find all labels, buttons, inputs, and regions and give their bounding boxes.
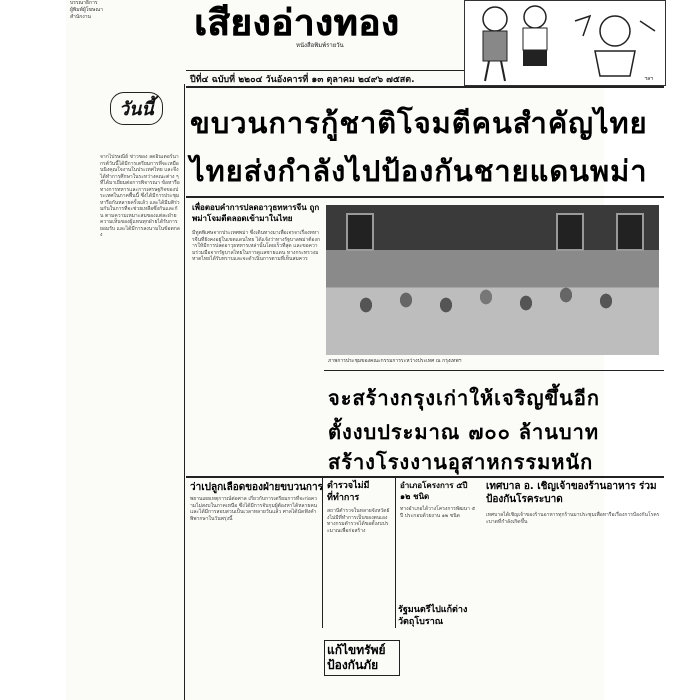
news-photo — [326, 205, 659, 355]
headline-second: ไทยส่งกำลังไปป้องกันชายแดนพม่า — [190, 154, 648, 188]
left-column-title: วันนี้ — [110, 92, 163, 125]
item-title: อำเภอโครงการ ๕ปี ๑๒ ชนิด — [400, 481, 468, 501]
masthead-tagline: หนังสือพิมพ์รายวัน — [296, 42, 344, 49]
masthead-title: เสียงอ่างทอง — [194, 3, 400, 44]
masthead — [186, 0, 461, 58]
cartoon-caption: ฯลฯ — [644, 76, 653, 82]
cartoon-illustration — [465, 1, 665, 85]
publisher-line: ผู้พิมพ์ผู้โฆษณา — [70, 7, 103, 13]
article-box — [190, 202, 322, 460]
item-title: รัฐมนตรีไปแก้ต่างวัตถุโบราณ — [398, 605, 468, 627]
item-title: แก้ไขทรัพย์ ป้องกันภัย — [324, 640, 400, 676]
item-body: ทางอำเภอได้วางโครงการพัฒนา ๕ ปี ประกอบด้วยงาน ๑๒ ชนิด — [400, 506, 476, 519]
newspaper-page — [66, 0, 660, 700]
photo-caption: ภาพการประชุมของคณะกรรมการระหว่างประเทศ ณ กรุงเทพฯ — [328, 358, 462, 364]
headline-city: จะสร้างกรุงเก่าให้เจริญขึ้นอีก — [328, 386, 600, 410]
item-body: พยานเผยเหตุการณ์ต่อศาล เกี่ยวกับการเตรียมการที่จะก่อความไม่สงบในภาคเหนือ ซึ่งได้มีการจับกุมผู้ต้องหาได้หลายคน และได้มีการสอบสวนเป็นเวลาหลายวันแล้ว ศาลได้นัดฟังคำพิพากษาในวันพรุ่งนี้ — [190, 496, 318, 522]
item-title: เทศบาล อ. เชิญเจ้าของร้านอาหาร ร่วมป้องกันโรคระบาด — [486, 481, 657, 505]
headline-industry: สร้างโรงงานอุสาหกรรมหนัก — [328, 450, 594, 474]
political-cartoon — [464, 0, 666, 86]
item-body: เทศบาลได้เชิญเจ้าของร้านอาหารทุกร้านมาประชุมเพื่อหารือเรื่องการป้องกันโรคระบาดที่กำลังเกิดขึ้น — [486, 512, 660, 525]
headline-budget: ตั้งงบประมาณ ๗๐๐ ล้านบาท — [328, 420, 600, 444]
left-column-body: จากไปรษณีย์ ข่าวของ ลดอินเตอร์นากรต์วันนี้ได้มีการเตรียมการที่จะเหมือนนิงคุณใจงานในประเทศไทย และจึงได้ทำการศึกษาในระหว่างคณะต่าง ๆ ที่ได้มาเยี่ยมต่อการพิจารณา ข้อหารือทางการทหารและการเศรษฐกิจของประเทศในภาคพื้นนี้ ซึ่งได้มีการประชุมหารือกันหลายครั้งแล้ว และได้มีมติร่วมกันในการที่จะช่วยเหลือซึ่งกันและกัน ตามความเหมาะสมของแต่ละฝ่าย ความเห็นของผู้แทนทุกฝ่ายได้รับการยอมรับ และได้มีการลงนามในข้อตกลง — [100, 154, 180, 238]
item-title: ว่าเปลูกเลือดของฝ่ายขบวนการ — [190, 482, 323, 493]
left-column — [96, 84, 185, 700]
publisher-box — [70, 0, 178, 60]
item-box — [398, 478, 480, 598]
issue-line: ปีที่๔ ฉบับที่ ๒๒๐๔ วันอังคารที่ ๑๓ ตุลาคม ๒๔๙๖ ๗๕สต. — [190, 75, 415, 85]
publisher-line: สำนักงาน — [70, 14, 91, 20]
article-body: มีทูตพิเศษจากประเทศพม่า ซึ่งเดินทางมาเพื่อเจรจาเรื่องทหารจีนที่ยังคงอยู่ในเขตแดนไทย ได้แจ้งว่าทางรัฐบาลพม่าต้องการให้มีการปลดอาวุธทหารเหล่านั้นโดยเร็วที่สุด และขอความร่วมมือจากรัฐบาลไทยในการดูแลชายแดน ทางกระทรวงมหาดไทยได้รับทราบและจะดำเนินการตามที่เห็นสมควร — [192, 230, 320, 262]
item-title: ตำรวจไม่มีที่ทำการ — [327, 481, 370, 503]
item-body: สถานีตำรวจในหลายจังหวัดยังไม่มีที่ทำการเป็นของตนเอง ทางกรมตำรวจได้ขอตั้งงบประมาณเพื่อก่อสร้าง — [327, 508, 390, 534]
item-box — [322, 478, 396, 628]
article-title: เพื่อตอบคำการปลดอาวุธทหารจีน ถูกพม่าโจมตีตลอดเข้ามาในไทย — [192, 203, 320, 223]
item-box — [484, 478, 664, 698]
publisher-line: บรรณาธิการ — [70, 0, 98, 6]
headline-main: ขบวนการกู้ชาติโจมตีคนสำคัญไทย — [190, 106, 648, 140]
